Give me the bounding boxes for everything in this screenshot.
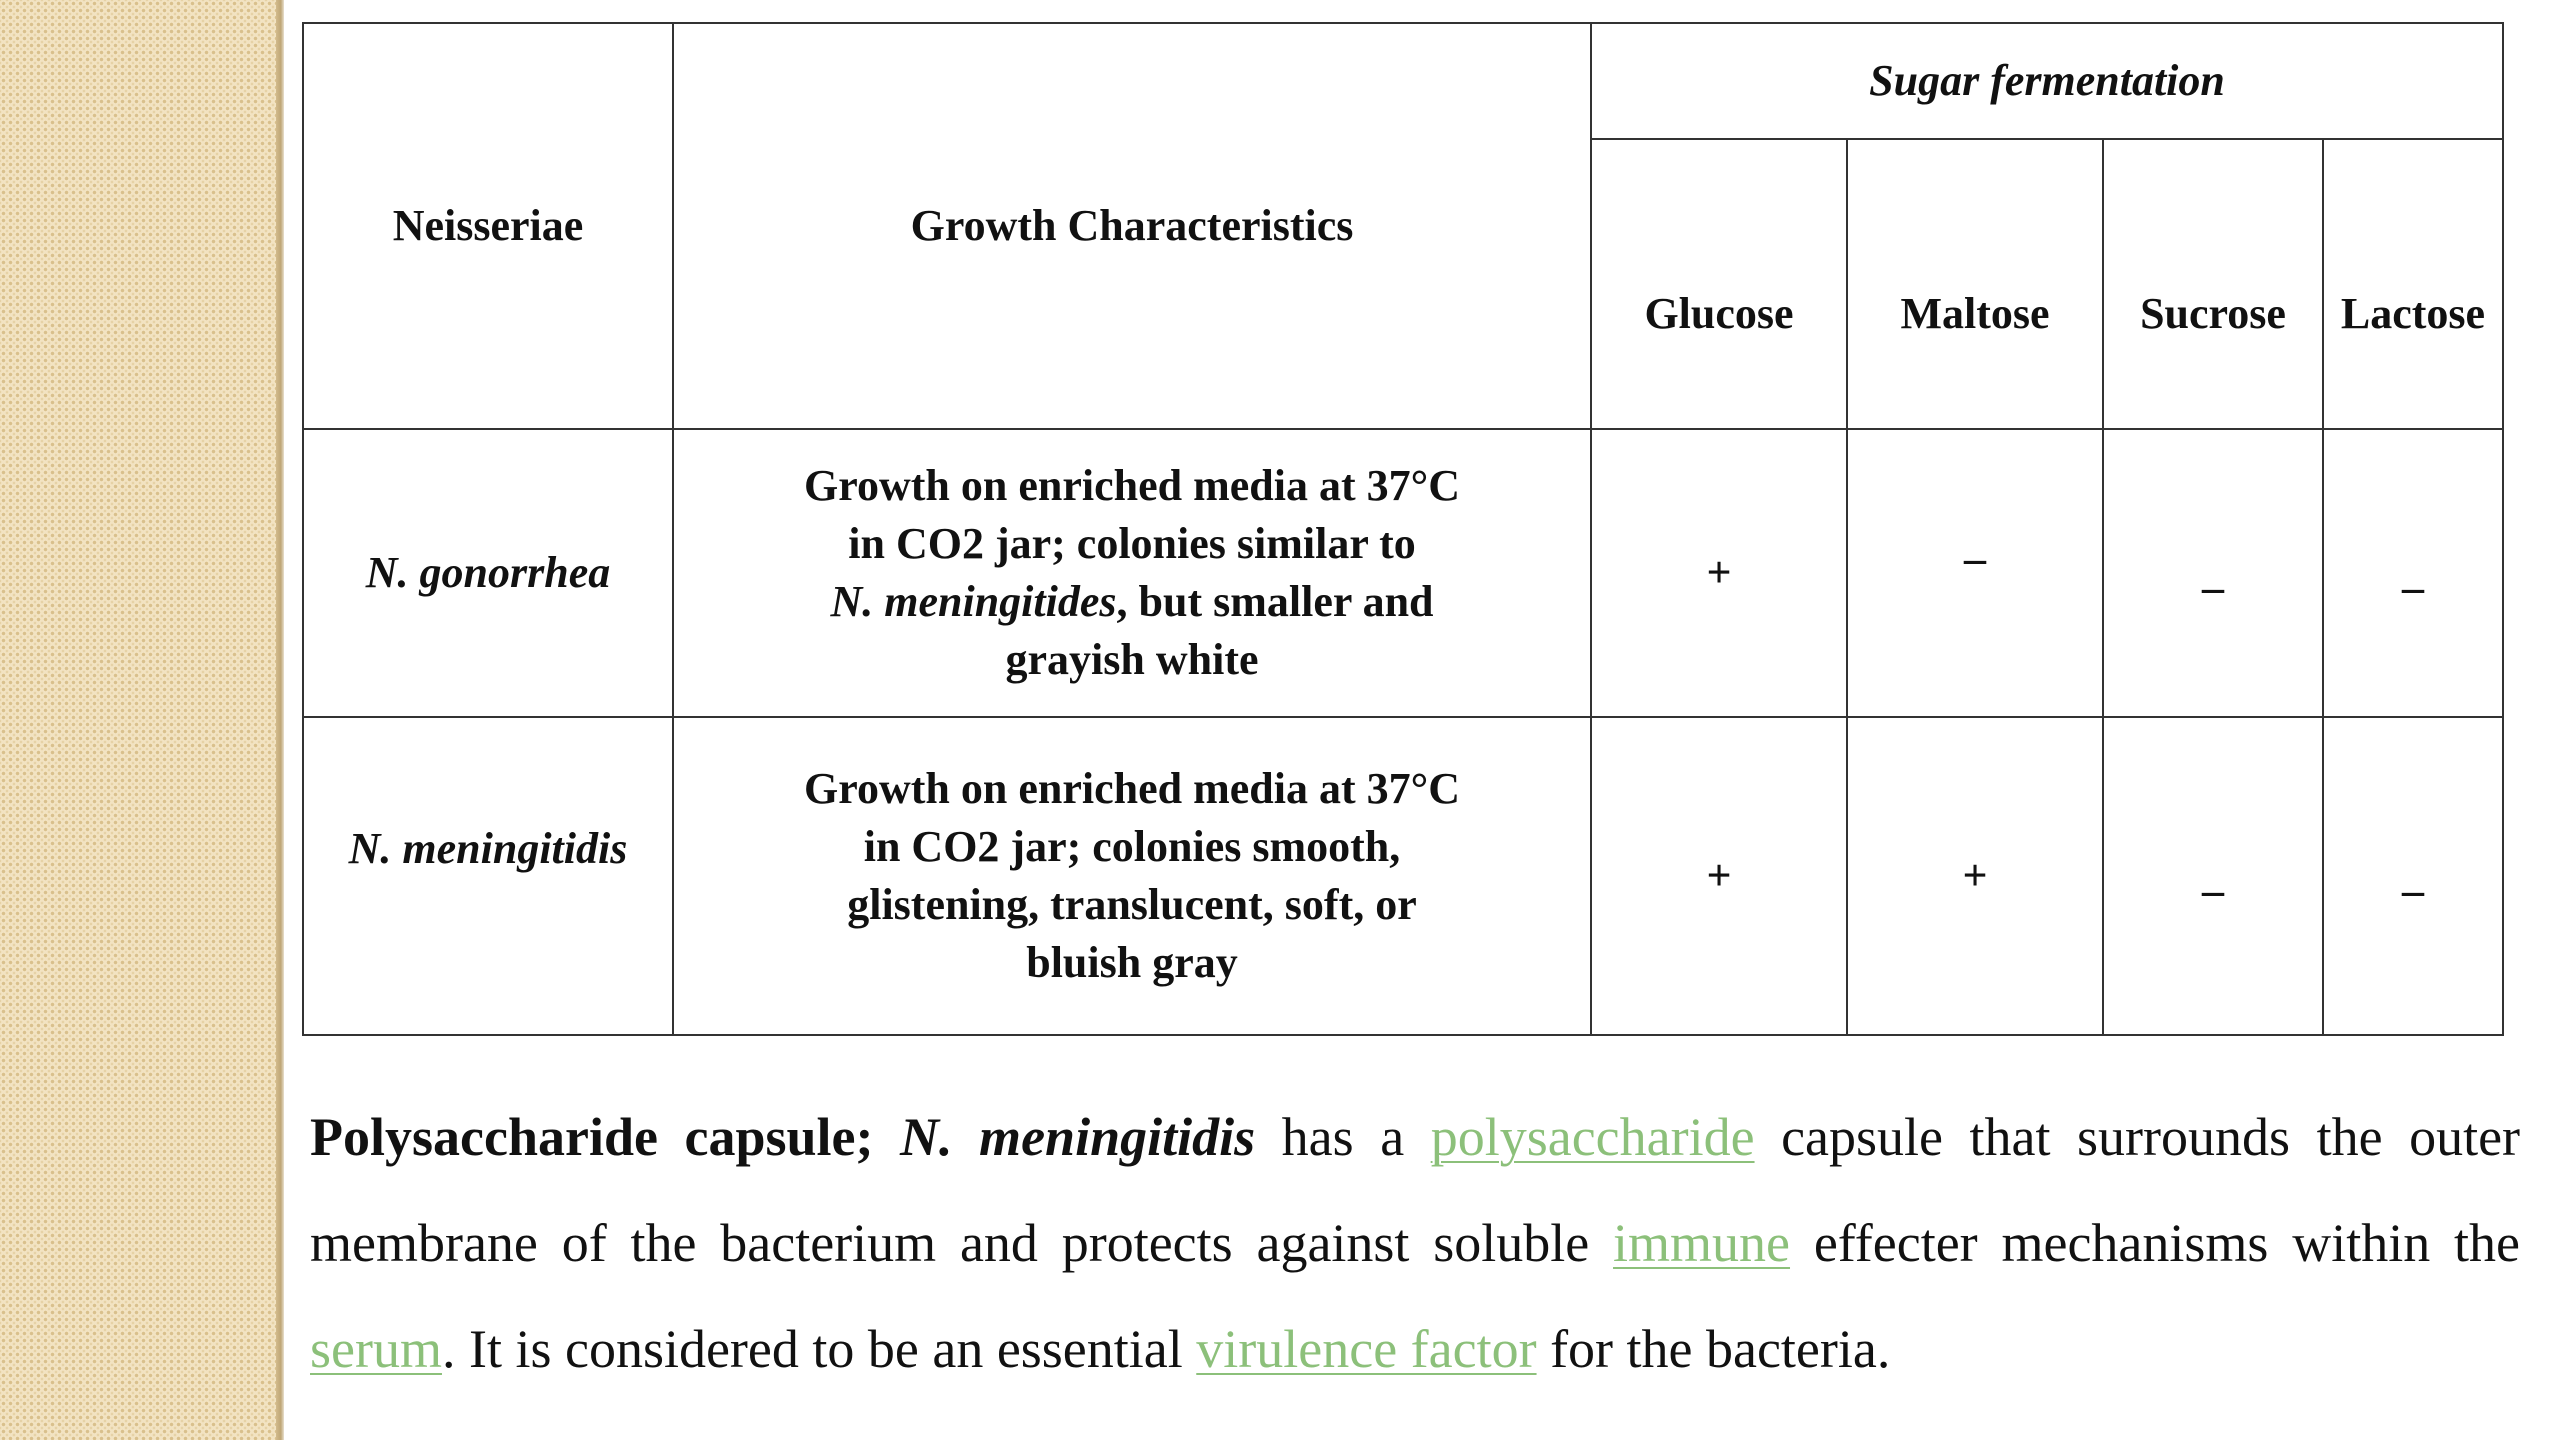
link-polysaccharide[interactable]: polysaccharide <box>1430 1107 1755 1167</box>
link-immune[interactable]: immune <box>1613 1213 1791 1273</box>
neisseria-table <box>302 22 2504 1036</box>
header-sucrose: Sucrose <box>2103 139 2323 429</box>
growth-line-italic: N. meningitides <box>830 577 1117 626</box>
growth-line: grayish white <box>1005 635 1259 684</box>
cell-growth-gonorrhea <box>673 429 1591 717</box>
decorative-sidebar <box>0 0 282 1440</box>
header-lactose: Lactose <box>2323 139 2503 429</box>
slide-content <box>302 22 2521 1402</box>
growth-line: , but smaller and <box>1116 577 1434 626</box>
cell-name-gonorrhea: N. gonorrhea <box>303 429 673 717</box>
growth-line: bluish gray <box>1026 938 1238 987</box>
sidebar-edge <box>276 0 284 1440</box>
growth-line: in CO2 jar; colonies similar to <box>848 519 1416 568</box>
cell-growth-meningitidis <box>673 717 1591 1035</box>
header-glucose: Glucose <box>1591 139 1847 429</box>
header-neisseriae: Neisseriae <box>303 23 673 429</box>
cell-glucose-gonorrhea: + <box>1591 429 1847 717</box>
table-header-row <box>303 23 2503 139</box>
cell-maltose-meningitidis: + <box>1847 717 2103 1035</box>
growth-line: Growth on enriched media at 37°C <box>804 461 1460 510</box>
cell-sucrose-gonorrhea: – <box>2103 429 2323 717</box>
growth-line: Growth on enriched media at 37°C <box>804 764 1460 813</box>
cell-lactose-gonorrhea: – <box>2323 429 2503 717</box>
paragraph-text: has a <box>1255 1107 1431 1167</box>
paragraph-text: effecter mechanisms within the <box>1790 1213 2520 1273</box>
cell-name-meningitidis: N. meningitidis <box>303 717 673 1035</box>
link-virulence-factor[interactable]: virulence factor <box>1196 1319 1537 1379</box>
paragraph-text: for the bacteria. <box>1536 1319 1891 1379</box>
paragraph-text: capsule that surrounds the outer membrane of the bacterium and protects against soluble <box>310 1107 2521 1273</box>
paragraph-lead: Polysaccharide capsule; <box>310 1107 874 1167</box>
cell-glucose-meningitidis: + <box>1591 717 1847 1035</box>
cell-maltose-gonorrhea: – <box>1847 429 2103 717</box>
paragraph-lead-italic: N. meningitidis <box>900 1107 1256 1167</box>
header-maltose: Maltose <box>1847 139 2103 429</box>
growth-line: in CO2 jar; colonies smooth, <box>863 822 1401 871</box>
capsule-paragraph <box>310 1084 2520 1402</box>
cell-lactose-meningitidis: – <box>2323 717 2503 1035</box>
paragraph-text: . It is considered to be an essential <box>441 1319 1197 1379</box>
header-growth: Growth Characteristics <box>673 23 1591 429</box>
growth-line: glistening, translucent, soft, or <box>847 880 1417 929</box>
link-serum[interactable]: serum <box>310 1319 442 1379</box>
header-sugar-fermentation: Sugar fermentation <box>1591 23 2503 139</box>
table-row <box>303 717 2503 1035</box>
cell-sucrose-meningitidis: – <box>2103 717 2323 1035</box>
table-row <box>303 429 2503 717</box>
